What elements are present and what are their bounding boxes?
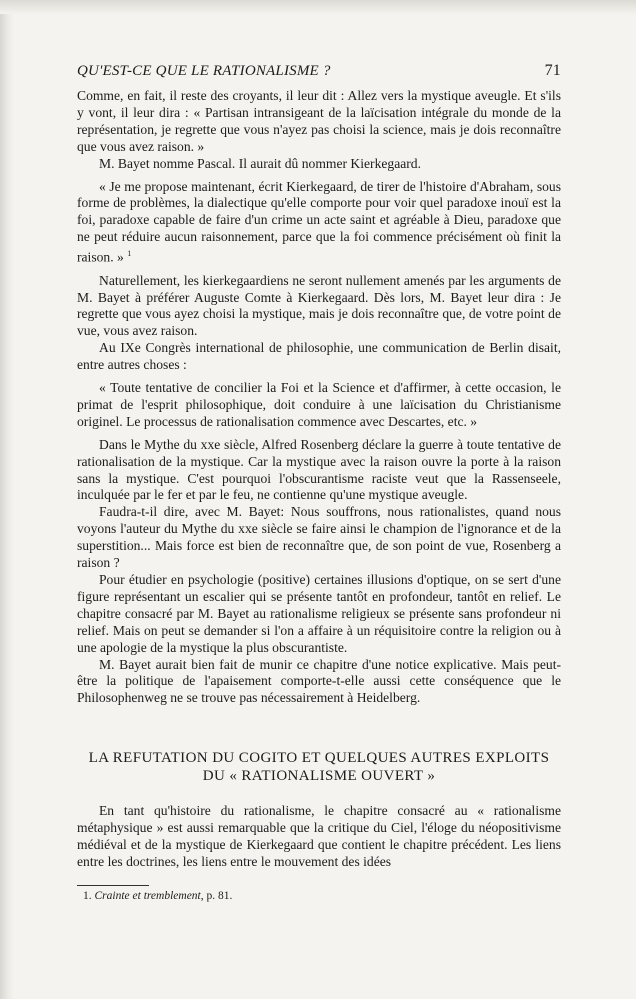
page-top-edge — [0, 0, 636, 14]
section-heading — [77, 749, 561, 785]
footnote — [77, 890, 561, 902]
paragraph: M. Bayet nomme Pascal. Il aurait dû nommer Kierkegaard. — [99, 155, 421, 171]
section-heading-line: LA REFUTATION DU COGITO ET QUELQUES AUTRES EXPLOITS — [88, 750, 550, 767]
paragraph: Pour étudier en psychologie (positive) certaines illusions d'optique, on se sert d'une figure représentant un escalier qui se présente tantôt en profondeur, tantôt en relief. Le chapitre consacré par M. Bayet au rationalisme religieux se présente sans profondeur ni relief. Mais on peut se demander si l'on a affaire à un réquisitoire contre la religion ou à une apologie de la mystique la plus obscurantiste. — [77, 572, 561, 655]
footnote-rest: , p. 81. — [200, 889, 233, 902]
paragraph: Dans le Mythe du xxe siècle, Alfred Rosenberg déclare la guerre à toute tentative de rationalisation de la mystique. Car la mystique avec la raison ouvre la porte à la raison sans la mystique. C'est pourquoi l'obscurantisme raciste veut que la Rassenseele, inculquée par le fer et par le feu, ne contienne qu'une mystique aveugle. — [77, 436, 561, 503]
paragraph: Naturellement, les kierkegaardiens ne seront nullement amenés par les arguments de M. Bayet à préférer Auguste Comte à Kierkegaard. Dès lors, M. Bayet leur dira : Je regrette que vous ayez choisi la mystique, mais je dois reconnaître que, de votre point de vue, vous avez raison. — [77, 272, 561, 339]
paragraph: M. Bayet aurait bien fait de munir ce chapitre d'une notice explicative. Mais peut-être la politique de l'apaisement comporte-t-elle aussi cette conséquence que le Philosophenweg ne se trouve pas nécessairement à Heidelberg. — [77, 656, 561, 706]
section-heading-line: DU « RATIONALISME OUVERT » — [202, 768, 436, 785]
paragraph: En tant qu'histoire du rationalisme, le chapitre consacré au « rationalisme métaphysique » est aussi remarquable que la critique du Ciel, l'éloge du néopositivisme médiéval et de la mystique de Kierkegaard que contient le chapitre précédent. Les liens entre les doctrines, les liens entre le mouvement des idées — [77, 803, 561, 869]
paragraph: Au IXe Congrès international de philosophie, une communication de Berlin disait, entre autres choses : — [77, 340, 561, 373]
paragraph: Faudra-t-il dire, avec M. Bayet: Nous souffrons, nous rationalistes, quand nous voyons l'auteur du Mythe du xxe siècle se faire ainsi le champion de l'ignorance et de la superstition... Mais force est bien de reconnaître que, de son point de vue, Rosenberg a raison ? — [77, 504, 561, 571]
page-left-edge — [0, 0, 14, 999]
footnote-divider — [77, 885, 149, 886]
running-header — [77, 62, 561, 80]
page-number: 71 — [544, 62, 561, 79]
book-page — [77, 62, 561, 902]
paragraph: Comme, en fait, il reste des croyants, il leur dit : Allez vers la mystique aveugle. Et s'ils y vont, il leur dira : « Partisan intransigeant de la laïcisation intégrale du monde de la représentation, je regrette que vous n'ayez pas choisi la science, mais je dois reconnaître que vous avez raison. » — [77, 88, 561, 154]
running-title: QU'EST-CE QUE LE RATIONALISME ? — [77, 63, 331, 79]
quote-text: « Je me propose maintenant, écrit Kierkegaard, de tirer de l'histoire d'Abraham, sous forme de problèmes, la dialectique qu'elle comporte pour voir quel paradoxe inouï est la foi, paradoxe capable de faire d'un crime un acte saint et agréable à Dieu, paradoxe que ne peut réduire aucun raisonnement, parce que la foi commence précisément où finit la raison. » — [77, 178, 561, 265]
block-quote — [77, 179, 561, 267]
footnote-number: 1. — [83, 889, 92, 902]
footnote-title: Crainte et tremblement — [94, 889, 201, 902]
block-quote: « Toute tentative de concilier la Foi et la Science et d'affirmer, à cette occasion, le primat de l'esprit philosophique, doit conduire à une laïcisation du Christianisme originel. Le processus de rationalisation commence avec Descartes, etc. » — [77, 380, 561, 429]
footnote-marker: 1 — [127, 249, 132, 259]
